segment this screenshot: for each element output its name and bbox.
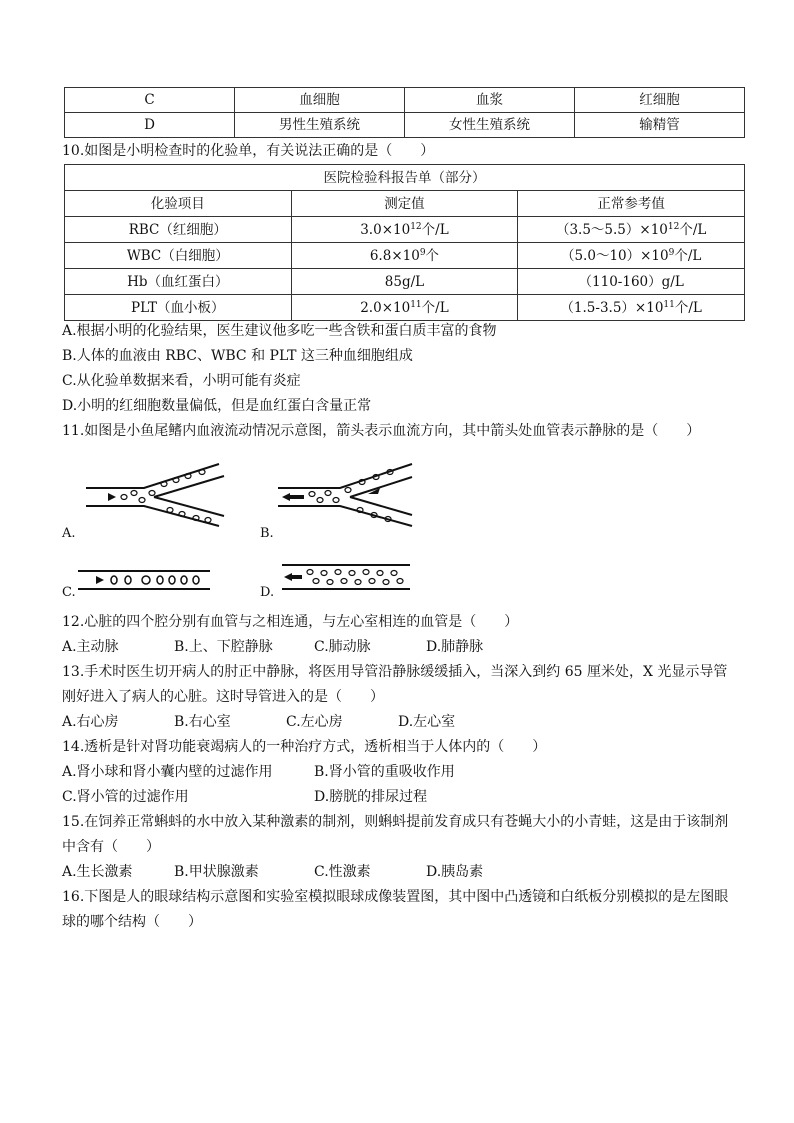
question-12-option-b[interactable]: B.上、下腔静脉 xyxy=(174,639,273,655)
table-cell: 血细胞 xyxy=(234,88,404,113)
blood-flow-figure-c[interactable] xyxy=(76,568,212,592)
question-10-option-c[interactable]: C.从化验单数据来看，小明可能有炎症 xyxy=(62,373,301,389)
question-10-option-b[interactable]: B.人体的血液由 RBC、WBC 和 PLT 这三种血细胞组成 xyxy=(62,348,413,364)
unit-text: 个/L xyxy=(679,221,707,238)
item-cell: PLT（血小板） xyxy=(65,295,292,321)
question-15-option-b[interactable]: B.甲状腺激素 xyxy=(174,864,259,880)
table-cell: 红细胞 xyxy=(574,88,744,113)
item-cell: WBC（白细胞） xyxy=(65,243,292,269)
exponent: 9 xyxy=(419,247,426,258)
question-10-stem: 10.如图是小明检查时的化验单，有关说法正确的是（ ） xyxy=(62,143,435,159)
table-row xyxy=(65,165,745,191)
question-16-stem: 16.下图是人的眼球结构示意图和实验室模拟眼球成像装置图，其中图中凸透镜和白纸板分别模拟的是左图眼 xyxy=(62,889,729,905)
table-cell: 女性生殖系统 xyxy=(404,113,574,138)
question-10-option-a[interactable]: A.根据小明的化验结果，医生建议他多吃一些含铁和蛋白质丰富的食物 xyxy=(62,323,497,339)
question-12-option-d[interactable]: D.肺静脉 xyxy=(426,639,484,655)
column-header: 正常参考值 xyxy=(518,191,745,217)
question-13-option-c[interactable]: C.左心房 xyxy=(286,714,343,730)
reference-cell xyxy=(518,295,745,321)
unit-text: 个/L xyxy=(674,247,702,264)
unit-text: 个 xyxy=(425,247,440,264)
table-header-row xyxy=(65,191,745,217)
table-cell: D xyxy=(65,113,235,138)
table-row xyxy=(65,88,745,113)
unit-text: 个/L xyxy=(674,299,702,316)
figure-label-c: C. xyxy=(62,585,76,600)
question-14-stem: 14.透析是针对肾功能衰竭病人的一种治疗方式，透析相当于人体内的（ ） xyxy=(62,739,547,755)
question-15-stem: 15.在饲养正常蝌蚪的水中放入某种激素的制剂，则蝌蚪提前发育成只有苍蝇大小的小青蛙，这是由于该制剂 xyxy=(62,814,729,830)
question-11-stem: 11.如图是小鱼尾鳍内血液流动情况示意图，箭头表示血流方向，其中箭头处血管表示静脉的是（ ） xyxy=(62,423,701,439)
question-12-option-c[interactable]: C.肺动脉 xyxy=(314,639,371,655)
question-13-option-d[interactable]: D.左心室 xyxy=(398,714,456,730)
question-14-option-c[interactable]: C.肾小管的过滤作用 xyxy=(62,789,189,805)
question-13-stem-continued: 刚好进入了病人的心脏。这时导管进入的是（ ） xyxy=(62,689,384,705)
exponent: 9 xyxy=(668,247,675,258)
exponent: 11 xyxy=(663,299,675,310)
question-15-option-c[interactable]: C.性激素 xyxy=(314,864,371,880)
reference-cell xyxy=(518,243,745,269)
column-header: 化验项目 xyxy=(65,191,292,217)
value-text: （3.5～5.5）×10 xyxy=(555,221,668,238)
question-12-option-a[interactable]: A.主动脉 xyxy=(62,639,119,655)
measured-cell xyxy=(291,295,518,321)
unit-text: 个/L xyxy=(421,299,449,316)
question-15-option-d[interactable]: D.胰岛素 xyxy=(426,864,484,880)
value-text: 2.0×10 xyxy=(360,299,411,316)
exponent: 12 xyxy=(667,221,680,232)
question-14-option-a[interactable]: A.肾小球和肾小囊内壁的过滤作用 xyxy=(62,764,273,780)
measured-cell xyxy=(291,217,518,243)
table-row xyxy=(65,269,745,295)
report-title: 医院检验科报告单（部分） xyxy=(65,165,745,191)
figure-label-b: B. xyxy=(260,526,274,541)
question-16-stem-continued: 球的哪个结构（ ） xyxy=(62,914,202,930)
question-15-stem-continued: 中含有（ ） xyxy=(62,839,160,855)
question-15-option-a[interactable]: A.生长激素 xyxy=(62,864,133,880)
column-header: 测定值 xyxy=(291,191,518,217)
question-10-option-d[interactable]: D.小明的红细胞数量偏低，但是血红蛋白含量正常 xyxy=(62,398,372,414)
lab-report-table xyxy=(64,164,745,321)
value-text: 3.0×10 xyxy=(360,221,411,238)
blood-flow-figure-b[interactable] xyxy=(276,460,416,532)
figure-label-d: D. xyxy=(260,585,275,600)
question-14-option-b[interactable]: B.肾小管的重吸收作用 xyxy=(314,764,455,780)
table-cell: 血浆 xyxy=(404,88,574,113)
table-cell: C xyxy=(65,88,235,113)
exponent: 12 xyxy=(410,221,422,232)
figure-label-a: A. xyxy=(62,526,76,541)
reference-cell xyxy=(518,269,745,295)
question-13-stem: 13.手术时医生切开病人的肘正中静脉，将医用导管沿静脉缓缓插入，当深入到约 65 厘米处，X 光显示导管 xyxy=(62,664,728,680)
blood-flow-figure-a[interactable] xyxy=(84,460,234,532)
question-14-option-d[interactable]: D.膀胱的排尿过程 xyxy=(314,789,428,805)
table-cell: 输精管 xyxy=(574,113,744,138)
value-text: 85g/L xyxy=(384,273,425,290)
exponent: 11 xyxy=(410,299,422,310)
item-cell: Hb（血红蛋白） xyxy=(65,269,292,295)
reference-cell xyxy=(518,217,745,243)
measured-cell xyxy=(291,269,518,295)
measured-cell xyxy=(291,243,518,269)
question-13-option-b[interactable]: B.右心室 xyxy=(174,714,231,730)
table-row xyxy=(65,243,745,269)
value-text: （110-160）g/L xyxy=(578,273,684,290)
value-text: 6.8×10 xyxy=(369,247,420,264)
value-text: （1.5-3.5）×10 xyxy=(560,299,664,316)
table-row xyxy=(65,295,745,321)
table-row xyxy=(65,113,745,138)
question-13-option-a[interactable]: A.右心房 xyxy=(62,714,119,730)
item-cell: RBC（红细胞） xyxy=(65,217,292,243)
table-row xyxy=(65,217,745,243)
question-12-stem: 12.心脏的四个腔分别有血管与之相连通，与左心室相连的血管是（ ） xyxy=(62,614,519,630)
answer-choice-table xyxy=(64,87,745,138)
value-text: （5.0～10）×10 xyxy=(560,247,669,264)
unit-text: 个/L xyxy=(421,221,449,238)
blood-flow-figure-d[interactable] xyxy=(280,562,412,592)
table-cell: 男性生殖系统 xyxy=(234,113,404,138)
